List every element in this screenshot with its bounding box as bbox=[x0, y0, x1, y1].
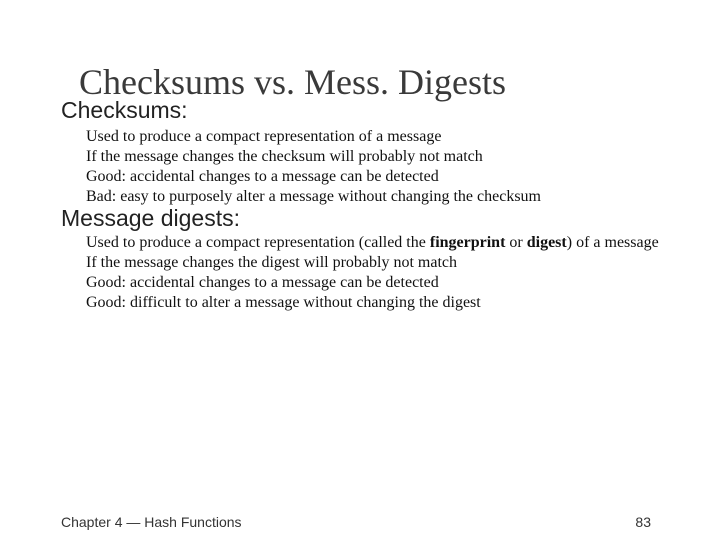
list-item: If the message changes the digest will probably not match bbox=[86, 254, 458, 271]
list-item: If the message changes the checksum will probably not match bbox=[86, 148, 483, 165]
list-item: Good: difficult to alter a message without changing the digest bbox=[86, 294, 481, 311]
page-number: 83 bbox=[635, 514, 651, 530]
slide-title: Checksums vs. Mess. Digests bbox=[79, 62, 507, 102]
checksums-bullet-list bbox=[86, 127, 686, 207]
term-digest: digest bbox=[526, 234, 567, 251]
list-item: Good: accidental changes to a message can be detected bbox=[86, 168, 439, 185]
term-fingerprint: fingerprint bbox=[429, 234, 506, 251]
list-item: Used to produce a compact representation of a message bbox=[86, 128, 442, 145]
bullet-text-prefix: Used to produce a compact representation (called the bbox=[86, 234, 430, 251]
message-digests-bullet-list bbox=[86, 233, 686, 313]
list-item: Bad: easy to purposely alter a message without changing the checksum bbox=[86, 188, 541, 205]
bullet-text-middle: or bbox=[505, 234, 527, 251]
footer-chapter: Chapter 4 — Hash Functions bbox=[61, 514, 242, 530]
bullet-text-suffix: ) of a message bbox=[566, 234, 659, 251]
list-item bbox=[86, 233, 686, 253]
section-heading-checksums: Checksums: bbox=[61, 97, 188, 123]
section-heading-message-digests: Message digests: bbox=[61, 205, 240, 231]
list-item: Good: accidental changes to a message can be detected bbox=[86, 274, 439, 291]
